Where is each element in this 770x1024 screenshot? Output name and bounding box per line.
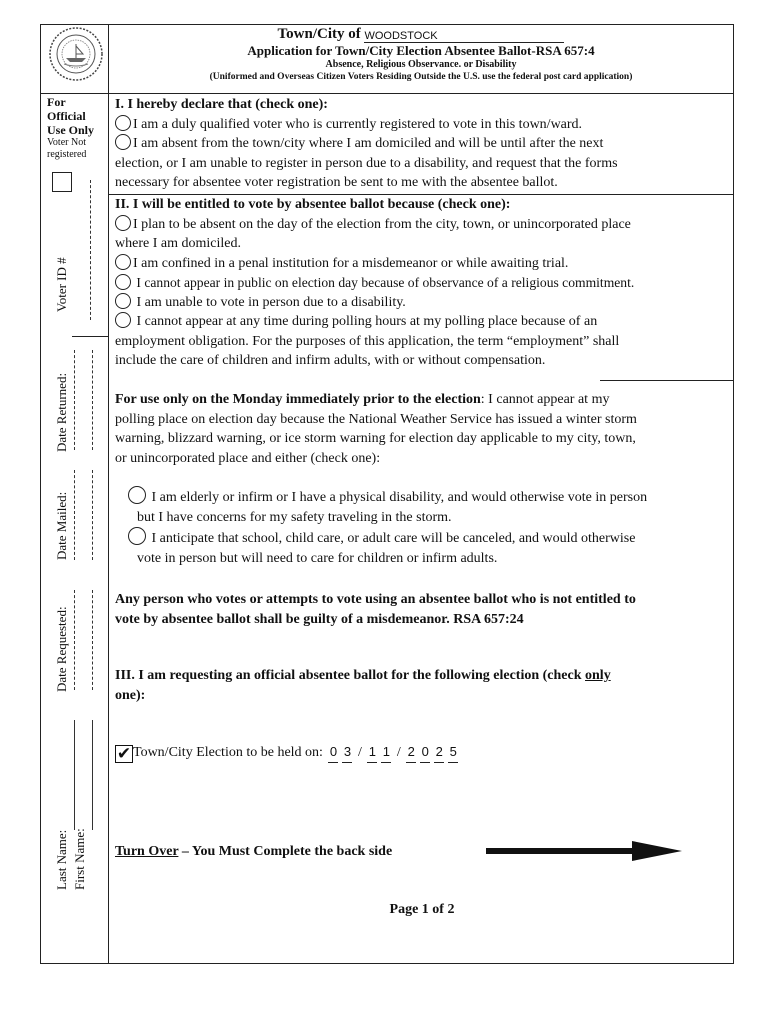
town-prefix: Town/City of	[277, 26, 361, 42]
option-text-cont: election, or I am unable to register in person due to a disability, and request that the forms	[115, 155, 618, 171]
date-digit[interactable]: 1	[367, 742, 377, 763]
election-checkbox[interactable]: ✔	[116, 744, 132, 764]
turn-over-label: Turn Over	[115, 844, 179, 859]
turn-over-rest: – You Must Complete the back side	[178, 844, 393, 859]
uocava-note: (Uniformed and Overseas Citizen Voters Residing Outside the U.S. use the federal post card application)	[209, 72, 633, 82]
monday-text: warning, blizzard warning, or ice storm warning for election day applicable to my city, town,	[115, 431, 636, 446]
date-returned-line-b	[92, 350, 93, 450]
section-2-option-employment[interactable]	[115, 312, 732, 332]
date-digit[interactable]: 0	[420, 742, 430, 763]
monday-text: : I cannot appear at my	[480, 392, 610, 407]
monday-intro	[115, 390, 732, 410]
official-use-label	[47, 95, 107, 161]
date-digit[interactable]: 2	[434, 742, 444, 763]
form-header	[110, 26, 732, 83]
section-1-title: I. I hereby declare that (check one):	[115, 97, 328, 112]
date-slash: /	[396, 745, 401, 760]
radio-penal[interactable]	[115, 254, 131, 270]
town-line	[110, 26, 732, 43]
radio-employment[interactable]	[115, 312, 131, 328]
monday-option-elderly[interactable]	[128, 486, 732, 508]
date-mailed-line-b	[92, 470, 93, 560]
form-title: Application for Town/City Election Absentee Ballot-RSA 657:4	[247, 43, 595, 58]
radio-absent[interactable]	[115, 215, 131, 231]
radio-absent-register[interactable]	[115, 134, 131, 150]
section-3-title	[115, 666, 732, 705]
section-2-title: II. I will be entitled to vote by absentee ballot because (check one):	[115, 197, 511, 212]
date-mailed-label: Date Mailed:	[54, 491, 69, 560]
date-requested-line-a	[74, 590, 75, 690]
option-text-cont: where I am domiciled.	[115, 236, 241, 251]
left-separator	[72, 336, 108, 337]
first-name-label: First Name:	[72, 828, 87, 890]
option-text: I am confined in a penal institution for a misdemeanor or while awaiting trial.	[133, 255, 569, 271]
option-text: I am absent from the town/city where I am domiciled and will be until after the next	[133, 136, 604, 151]
last-name-line	[74, 720, 75, 830]
radio-registered[interactable]	[115, 115, 131, 131]
form-subtitle: Absence, Religious Observance. or Disability	[325, 59, 517, 70]
date-digit[interactable]: 0	[328, 742, 338, 763]
monday-section	[115, 390, 732, 468]
option-text: I am elderly or infirm or I have a physical disability, and would otherwise vote in person	[151, 490, 648, 505]
monday-option-care[interactable]	[128, 527, 732, 549]
arrow-right-icon	[486, 839, 682, 863]
section-3-title-only: only	[585, 668, 611, 683]
section-2	[115, 195, 732, 371]
date-returned-label: Date Returned:	[54, 372, 69, 452]
section-1-option-registered[interactable]	[115, 115, 732, 135]
option-text: I anticipate that school, child care, or adult care will be canceled, and would otherwise	[151, 531, 636, 546]
monday-divider	[600, 380, 734, 381]
option-text-cont: vote in person but will need to care for children or infirm adults.	[137, 550, 498, 566]
section-2-option-penal[interactable]	[115, 254, 732, 274]
monday-text: polling place on election day because the National Weather Service has issued a winter storm	[115, 411, 637, 427]
misdemeanor-warning	[115, 590, 732, 629]
date-digit[interactable]: 5	[448, 742, 458, 763]
option-text-cont: but I have concerns for my safety traveling in the storm.	[137, 509, 452, 525]
last-name-label: Last Name:	[54, 829, 69, 890]
voter-not-label: Voter Not	[47, 137, 86, 148]
registered-label: registered	[47, 149, 87, 160]
option-text: I am a duly qualified voter who is currently registered to vote in this town/ward.	[133, 116, 583, 132]
state-seal-icon	[48, 26, 104, 82]
date-digit[interactable]: 1	[381, 742, 391, 763]
voter-id-line	[90, 180, 91, 320]
warning-line: vote by absentee ballot shall be guilty of a misdemeanor. RSA 657:24	[115, 611, 524, 627]
date-slash: /	[357, 745, 362, 760]
option-text-cont: employment obligation. For the purposes of this application, the term “employment” shall	[115, 333, 620, 349]
option-text: I am unable to vote in person due to a disability.	[136, 294, 406, 310]
radio-religious[interactable]	[115, 274, 131, 290]
town-name-field[interactable]: WOODSTOCK	[364, 30, 564, 43]
section-2-option-absent[interactable]	[115, 215, 732, 235]
header-divider	[40, 93, 734, 94]
section-1-option-absent-register[interactable]	[115, 134, 732, 154]
section-2-option-religious[interactable]	[115, 273, 732, 293]
election-label: Town/City Election to be held on:	[133, 745, 323, 760]
monday-options	[128, 486, 732, 568]
official-line1: For	[47, 95, 66, 109]
option-text-cont: necessary for absentee voter registration be sent to me with the absentee ballot.	[115, 175, 558, 190]
section-1	[115, 95, 732, 193]
option-text-cont: include the care of children and infirm adults, with or without compensation.	[115, 353, 546, 368]
section-3-title-b: one):	[115, 687, 146, 703]
date-digit[interactable]: 3	[342, 742, 352, 763]
radio-elderly[interactable]	[128, 486, 146, 504]
date-digit[interactable]: 2	[406, 742, 416, 763]
radio-disability[interactable]	[115, 293, 131, 309]
date-requested-line-b	[92, 590, 93, 690]
date-mailed-line-a	[74, 470, 75, 560]
radio-care[interactable]	[128, 527, 146, 545]
monday-lead: For use only on the Monday immediately prior to the election	[115, 392, 481, 407]
election-date-row	[115, 742, 732, 763]
page-number: Page 1 of 2	[389, 902, 455, 917]
section-2-option-disability[interactable]	[115, 293, 732, 313]
official-line2: Official	[47, 109, 86, 123]
date-requested-label: Date Requested:	[54, 606, 69, 692]
first-name-line	[92, 720, 93, 830]
option-text: I plan to be absent on the day of the election from the city, town, or unincorporated place	[133, 216, 631, 232]
date-returned-line-a	[74, 350, 75, 450]
voter-id-label: Voter ID #	[54, 257, 69, 312]
official-column-divider	[108, 24, 109, 964]
official-line3: Use Only	[47, 123, 95, 137]
section-3-title-a: III. I am requesting an official absentee ballot for the following election (check	[115, 668, 586, 683]
warning-line: Any person who votes or attempts to vote using an absentee ballot who is not entitled to	[115, 592, 636, 607]
option-text: I cannot appear at any time during polling hours at my polling place because of an	[136, 314, 598, 329]
voter-not-registered-checkbox[interactable]	[52, 172, 72, 192]
option-text: I cannot appear in public on election day because of observance of a religious commitment.	[136, 275, 635, 290]
monday-text: or unincorporated place and either (check one):	[115, 450, 381, 466]
